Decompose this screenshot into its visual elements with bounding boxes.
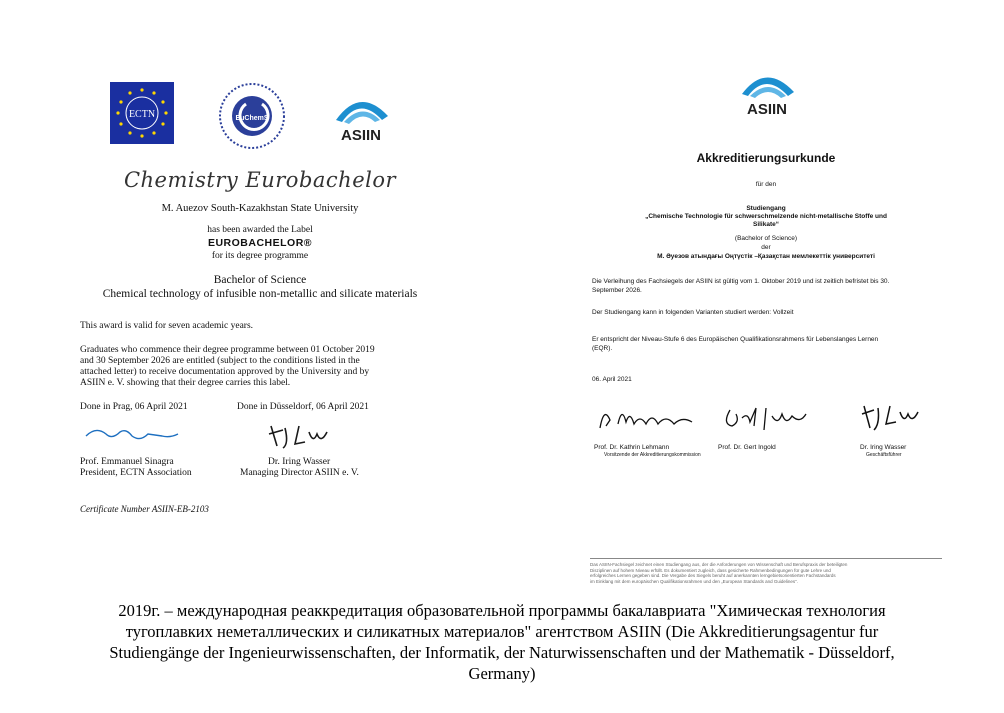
graduates-text-3: attached letter) to receive documentation approved by the University and by [80,367,370,377]
eqr-line-1: Er entspricht der Niveau-Stufe 6 des Europäischen Qualifikationsrahmens für Lebenslanges Lernen [592,336,879,343]
signature-sinagra [82,422,182,452]
footnote-line-2: Disziplinen auf hohem Niveau erfüllt. Es dokumentiert zugleich, dass gesicherte Rahmenbedingungen für gute Lehre und [590,567,831,573]
caption-line-2: тугоплавких неметаллических и силикатных материалов" агентством ASIIN (Die Akkreditierungsagentur fur [125,622,879,641]
caption-line-3: Studiengänge der Ingenieurwissenschaften, der Informatik, der Naturwissenschaften und der Mathematik - Düsseldorf, [109,643,895,662]
eurobachelor-certificate [60,70,460,540]
sig2-name: Prof. Dr. Gert Ingold [718,444,776,451]
awarded-line: has been awarded the Label [207,225,313,235]
date-line: 06. April 2021 [592,376,632,383]
for-programme-line: for its degree programme [211,251,309,261]
validity-line-2: September 2026. [592,287,642,294]
programme-line-2: Silikate“ [752,221,779,228]
variant-line: Der Studiengang kann in folgenden Varianten studiert werden: Vollzeit [592,309,794,316]
done-prag: Done in Prag, 06 April 2021 [80,402,188,412]
sig3-name: Dr. Iring Wasser [860,444,907,451]
accreditation-title: Akkreditierungsurkunde [696,151,836,165]
degree: Bachelor of Science [213,274,307,286]
signature-wasser-left [265,420,345,456]
sig1-name: Prof. Dr. Kathrin Lehmann [594,444,670,451]
graduates-text-1: Graduates who commence their degree programme between 01 October 2019 [80,345,375,355]
ectn-logo-text: ECTN [128,109,156,120]
done-dusseldorf: Done in Düsseldorf, 06 April 2021 [237,402,369,412]
programme-line-1: „Chemische Technologie für schwerschmelzende nicht-metallische Stoffe und [645,213,887,220]
signer2-name: Dr. Iring Wasser [268,457,331,467]
sig1-role: Vorsitzende der Akkreditierungskommission [604,452,701,458]
graduates-text-2: and 30 September 2026 are entitled (subject to the conditions listed in the [80,356,360,366]
label-name: EUROBACHELOR® [207,237,313,249]
caption-line-1: 2019г. – международная реаккредитация образовательной программы бакалавриата "Химическая технология [118,601,886,620]
university-kazakh: M. Әуезов атындағы Оңтүстік –Қазақстан мемлекеттік университеті [657,253,875,260]
footnote-line-3: erfolgreiches Lernen gegeben sind. Die Vergabe des Siegels beruht auf anerkannten lerngebietsorientierten Fachstandards [590,573,836,578]
signer2-role: Managing Director ASIIN e. V. [240,468,359,478]
validity-line-1: Die Verleihung des Fachsiegels der ASIIN ist gültig vom 1. Oktober 2019 und ist zeitlich befristet bis 30. [592,278,890,285]
signature-ingold [720,400,810,443]
degree-line: (Bachelor of Science) [734,235,798,242]
studiengang-label: Studiengang [746,205,786,212]
asiin-accreditation-certificate [590,60,942,584]
caption [30,600,974,684]
sig3-role: Geschäftsführer [866,452,902,458]
footnote-line-1: Das ASIIN-Fachsiegel zeichnet einen Studiengang aus, der die Anforderungen von Wissenschaft und Berufspraxis der beteiligten [590,562,848,567]
signature-wasser-right [858,400,930,439]
euchems-logo [218,82,286,150]
ectn-logo [110,82,174,144]
signer1-name: Prof. Emmanuel Sinagra [80,457,174,467]
footnote-line-4: im Einklang mit dem europäischen Qualifikationsrahmen und den „European Standards and Guidelines“. [590,578,798,584]
certificate-number: Certificate Number ASIIN-EB-2103 [80,504,209,514]
eqr-line-2: (EQR). [592,345,613,352]
caption-line-4: Germany) [468,664,536,683]
asiin-logo-large-text: ASIIN [746,101,788,118]
accreditation-footnote [590,558,942,584]
asiin-logo [330,82,392,146]
graduates-text-4: ASIIN e. V. showing that their degree carries this label. [80,378,291,388]
asiin-logo-text: ASIIN [340,127,382,144]
signature-lehmann [596,400,696,439]
der-line: der [761,244,771,251]
certificate-title: Chemistry Eurobachelor [123,168,397,192]
asiin-logo-large [736,64,798,118]
signer1-role: President, ECTN Association [80,468,192,478]
euchems-logo-text: EuChemS [235,115,269,122]
validity-text: This award is valid for seven academic years. [80,321,254,331]
fuer-den: für den [755,181,777,188]
university-name: M. Auezov South-Kazakhstan State University [161,203,359,214]
logo-row [110,82,410,152]
programme-name: Chemical technology of infusible non-metallic and silicate materials [102,288,418,300]
